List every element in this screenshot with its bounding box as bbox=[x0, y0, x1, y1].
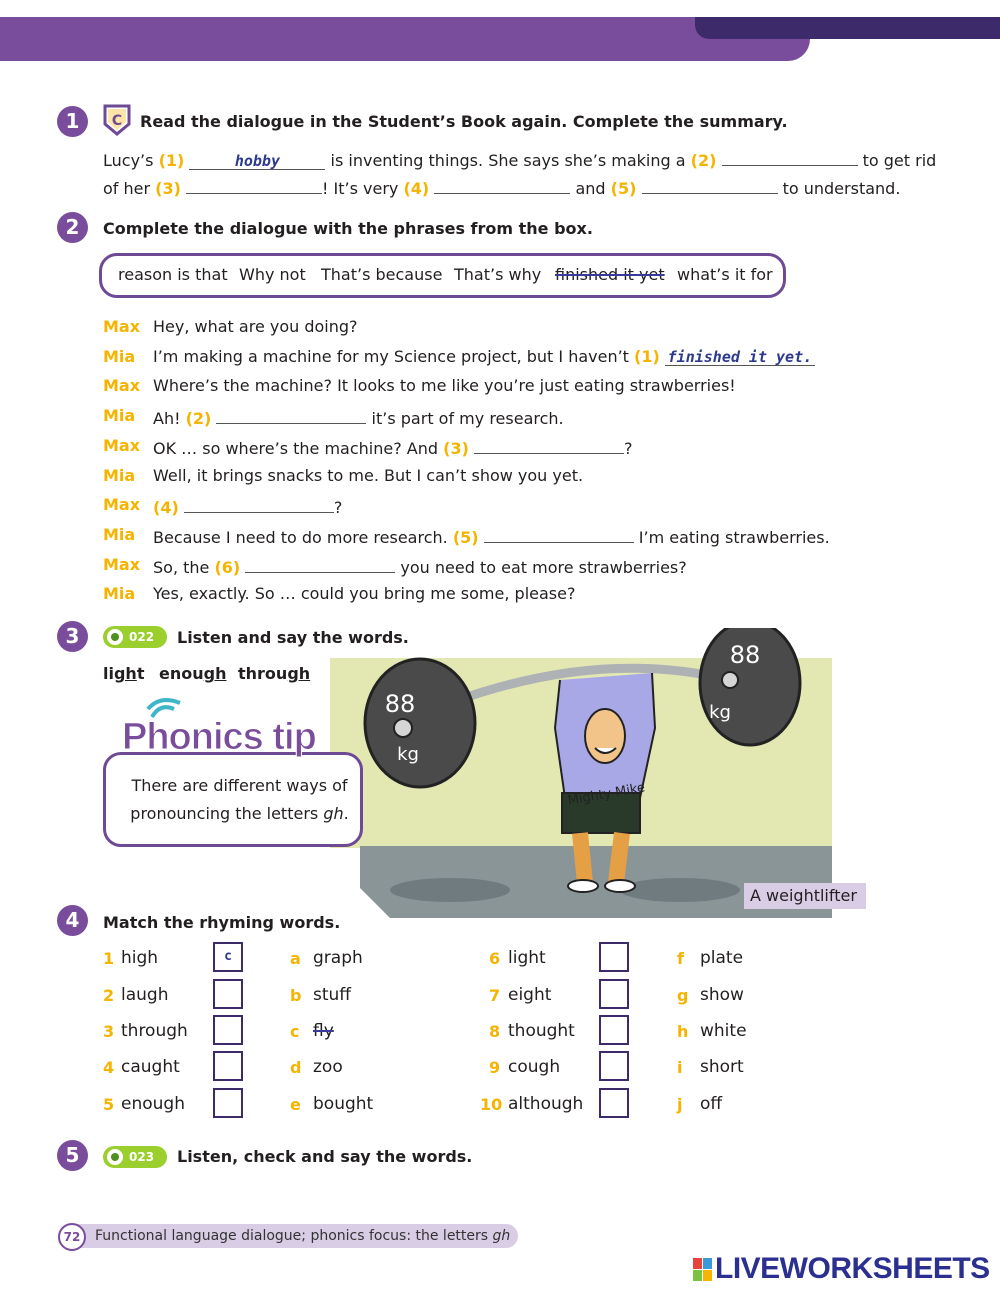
header-bar bbox=[0, 17, 810, 61]
gap-4-input[interactable] bbox=[434, 176, 570, 194]
liveworksheets-logo-icon bbox=[693, 1258, 713, 1282]
word-part-underlined: gh bbox=[287, 664, 311, 683]
gap-number: (2) bbox=[185, 409, 212, 428]
summary-text: of her bbox=[103, 179, 151, 198]
speaker: Max bbox=[103, 436, 141, 455]
exercise-4-instruction: Match the rhyming words. bbox=[103, 913, 341, 932]
exercise-3-number: 3 bbox=[57, 621, 88, 652]
summary-line-2 bbox=[103, 176, 900, 198]
exercise-5-instruction: Listen, check and say the words. bbox=[177, 1147, 473, 1166]
option-letter: b bbox=[290, 986, 302, 1005]
match-box-9[interactable] bbox=[599, 1051, 629, 1081]
dialogue-gap-1-input[interactable]: finished it yet. bbox=[665, 348, 815, 366]
dialogue-line bbox=[153, 525, 830, 547]
item-number: 6 bbox=[489, 949, 501, 968]
option-letter: d bbox=[290, 1058, 302, 1077]
headphones-icon bbox=[107, 629, 123, 645]
gap-1-input[interactable]: hobby bbox=[189, 152, 325, 170]
match-box-6[interactable] bbox=[599, 942, 629, 972]
option-letter: g bbox=[677, 986, 689, 1005]
summary-text: and bbox=[575, 179, 606, 198]
exercise-1-number: 1 bbox=[57, 106, 88, 137]
option-word: zoo bbox=[313, 1057, 343, 1077]
speaker: Max bbox=[103, 376, 141, 395]
summary-text: ! It’s very bbox=[322, 179, 399, 198]
footer-text-main: Functional language dialogue; phonics focus: the letters bbox=[95, 1228, 489, 1244]
liveworksheets-brand[interactable]: LIVEWORKSHEETS bbox=[715, 1252, 990, 1285]
exercise-1-instruction: Read the dialogue in the Student’s Book again. Complete the summary. bbox=[140, 112, 788, 131]
word-part: throu bbox=[238, 664, 288, 683]
gap-number: (6) bbox=[214, 558, 241, 577]
exercise-5-number: 5 bbox=[57, 1140, 88, 1171]
option-letter: i bbox=[677, 1058, 683, 1077]
dialogue-gap-2-input[interactable] bbox=[216, 406, 366, 424]
gap-number: (5) bbox=[610, 179, 637, 198]
option-letter: c bbox=[290, 1022, 300, 1041]
phrase: what’s it for bbox=[677, 265, 773, 284]
speaker: Mia bbox=[103, 406, 136, 425]
summary-line-1 bbox=[103, 148, 936, 170]
phrase: That’s because bbox=[321, 265, 443, 284]
dialogue-line bbox=[153, 495, 342, 517]
tip-text-emphasis: gh bbox=[323, 804, 344, 823]
tip-text: . bbox=[343, 804, 349, 823]
speaker: Mia bbox=[103, 525, 136, 544]
option-word: graph bbox=[313, 948, 363, 968]
word-part-underlined: gh bbox=[203, 664, 227, 683]
speaker: Mia bbox=[103, 466, 136, 485]
audio-track-button[interactable] bbox=[103, 626, 167, 648]
summary-text: to get rid bbox=[862, 151, 937, 170]
option-letter: a bbox=[290, 949, 301, 968]
option-word: show bbox=[700, 985, 744, 1005]
gap-5-input[interactable] bbox=[642, 176, 778, 194]
exercise-3-instruction: Listen and say the words. bbox=[177, 628, 409, 647]
option-letter: j bbox=[677, 1095, 683, 1114]
phrase-used: finished it yet bbox=[555, 265, 665, 284]
option-word: plate bbox=[700, 948, 744, 968]
speaker: Max bbox=[103, 495, 141, 514]
dialogue-line bbox=[153, 347, 815, 366]
item-word: laugh bbox=[121, 985, 169, 1005]
item-number: 4 bbox=[103, 1058, 115, 1077]
gap-3-input[interactable] bbox=[186, 176, 322, 194]
match-box-1[interactable]: c bbox=[213, 942, 243, 972]
dialogue-gap-3-input[interactable] bbox=[474, 436, 624, 454]
speaker: Max bbox=[103, 555, 141, 574]
dialogue-text: I’m making a machine for my Science project, but I haven’t bbox=[153, 347, 629, 366]
option-letter: f bbox=[677, 949, 684, 968]
summary-text: to understand. bbox=[782, 179, 901, 198]
track-number: 023 bbox=[129, 1150, 155, 1164]
summary-text: Lucy’s bbox=[103, 151, 154, 170]
word-part-underlined: gh bbox=[113, 664, 137, 683]
dialogue-line: Hey, what are you doing? bbox=[153, 317, 358, 336]
phrase: reason is that bbox=[118, 265, 228, 284]
option-letter: e bbox=[290, 1095, 301, 1114]
option-word: short bbox=[700, 1057, 744, 1077]
match-box-3[interactable] bbox=[213, 1015, 243, 1045]
dialogue-line bbox=[153, 406, 564, 428]
match-box-5[interactable] bbox=[213, 1088, 243, 1118]
item-word: although bbox=[508, 1094, 584, 1114]
gap-number: (4) bbox=[153, 498, 179, 517]
dialogue-line bbox=[153, 555, 687, 577]
match-box-8[interactable] bbox=[599, 1015, 629, 1045]
phonics-tip-text bbox=[127, 772, 352, 828]
shirt-text: Mighty Mike bbox=[566, 780, 647, 809]
item-word: eight bbox=[508, 985, 552, 1005]
dialogue-text: Ah! bbox=[153, 409, 181, 428]
gap-2-input[interactable] bbox=[722, 148, 858, 166]
dialogue-text: I’m eating strawberries. bbox=[638, 528, 830, 547]
item-word: cough bbox=[508, 1057, 561, 1077]
dialogue-gap-6-input[interactable] bbox=[245, 555, 395, 573]
option-letter: h bbox=[677, 1022, 689, 1041]
dialogue-line bbox=[153, 436, 633, 458]
gap-number: (4) bbox=[403, 179, 430, 198]
match-box-2[interactable] bbox=[213, 979, 243, 1009]
audio-track-button[interactable] bbox=[103, 1146, 167, 1168]
footer-text-emphasis: gh bbox=[492, 1228, 511, 1244]
footer-text bbox=[95, 1228, 510, 1244]
option-word: stuff bbox=[313, 985, 352, 1005]
match-box-4[interactable] bbox=[213, 1051, 243, 1081]
page-number: 72 bbox=[58, 1223, 86, 1251]
dialogue-text: OK … so where’s the machine? And bbox=[153, 439, 439, 458]
speaker: Max bbox=[103, 317, 141, 336]
track-number: 022 bbox=[129, 630, 155, 644]
dialogue-text: ? bbox=[624, 439, 633, 458]
gap-number: (3) bbox=[155, 179, 181, 198]
item-word: thought bbox=[508, 1021, 575, 1041]
gap-number: (2) bbox=[690, 151, 717, 170]
item-word: light bbox=[508, 948, 546, 968]
match-box-7[interactable] bbox=[599, 979, 629, 1009]
item-number: 1 bbox=[103, 949, 115, 968]
word-part: enou bbox=[159, 664, 204, 683]
gap-number: (5) bbox=[452, 528, 479, 547]
option-word: bought bbox=[313, 1094, 374, 1114]
dialogue-line: Well, it brings snacks to me. But I can’t show you yet. bbox=[153, 466, 584, 485]
dialogue-text: So, the bbox=[153, 558, 210, 577]
weightlifter-illustration bbox=[300, 628, 840, 918]
word-part: t bbox=[136, 664, 145, 683]
weight-unit-right: kg bbox=[709, 702, 731, 723]
dialogue-line: Yes, exactly. So … could you bring me some, please? bbox=[153, 584, 576, 603]
exercise-2-instruction: Complete the dialogue with the phrases from the box. bbox=[103, 219, 593, 238]
item-number: 10 bbox=[480, 1095, 503, 1114]
item-number: 8 bbox=[489, 1022, 501, 1041]
weight-label-left: 88 bbox=[384, 690, 416, 718]
weight-unit-left: kg bbox=[397, 744, 419, 765]
option-word-used: fly bbox=[313, 1021, 334, 1041]
speaker: Mia bbox=[103, 347, 136, 366]
option-word: off bbox=[700, 1094, 723, 1114]
svg-text:C: C bbox=[111, 113, 123, 129]
dialogue-text: it’s part of my research. bbox=[371, 409, 564, 428]
summary-text: is inventing things. She says she’s making a bbox=[330, 151, 686, 170]
phonics-tip-title: Phonics tip bbox=[122, 716, 316, 758]
word-part: li bbox=[103, 664, 114, 683]
dialogue-gap-4-input[interactable] bbox=[184, 495, 334, 513]
item-number: 7 bbox=[489, 986, 501, 1005]
gap-number: (1) bbox=[158, 151, 185, 170]
match-box-10[interactable] bbox=[599, 1088, 629, 1118]
phrase: Why not bbox=[239, 265, 306, 284]
dialogue-gap-5-input[interactable] bbox=[484, 525, 634, 543]
exercise-4-number: 4 bbox=[57, 905, 88, 936]
item-number: 9 bbox=[489, 1058, 501, 1077]
dialogue-text: ? bbox=[333, 498, 343, 517]
dialogue-text: Because I need to do more research. bbox=[153, 528, 448, 547]
item-number: 2 bbox=[103, 986, 115, 1005]
gap-number: (1) bbox=[634, 347, 660, 366]
dialogue-text: you need to eat more strawberries? bbox=[400, 558, 687, 577]
tip-text: There are different ways of pronouncing the letters bbox=[130, 776, 348, 823]
dialogue-line: Where’s the machine? It looks to me like you’re just eating strawberries! bbox=[153, 376, 736, 395]
header-accent bbox=[695, 17, 1000, 39]
item-word: enough bbox=[121, 1094, 185, 1114]
headphones-icon bbox=[107, 1149, 123, 1165]
illustration-caption: A weightlifter bbox=[744, 883, 866, 909]
phrase: That’s why bbox=[454, 265, 542, 284]
phonics-word bbox=[103, 664, 144, 683]
gap-number: (3) bbox=[443, 439, 469, 458]
weight-label-right: 88 bbox=[729, 641, 761, 669]
speaker: Mia bbox=[103, 584, 136, 603]
item-word: high bbox=[121, 948, 159, 968]
item-number: 3 bbox=[103, 1022, 115, 1041]
item-number: 5 bbox=[103, 1095, 115, 1114]
item-word: through bbox=[121, 1021, 188, 1041]
phonics-word bbox=[159, 664, 226, 683]
critical-thinking-icon bbox=[103, 104, 131, 136]
item-word: caught bbox=[121, 1057, 180, 1077]
option-word: white bbox=[700, 1021, 747, 1041]
exercise-2-number: 2 bbox=[57, 212, 88, 243]
